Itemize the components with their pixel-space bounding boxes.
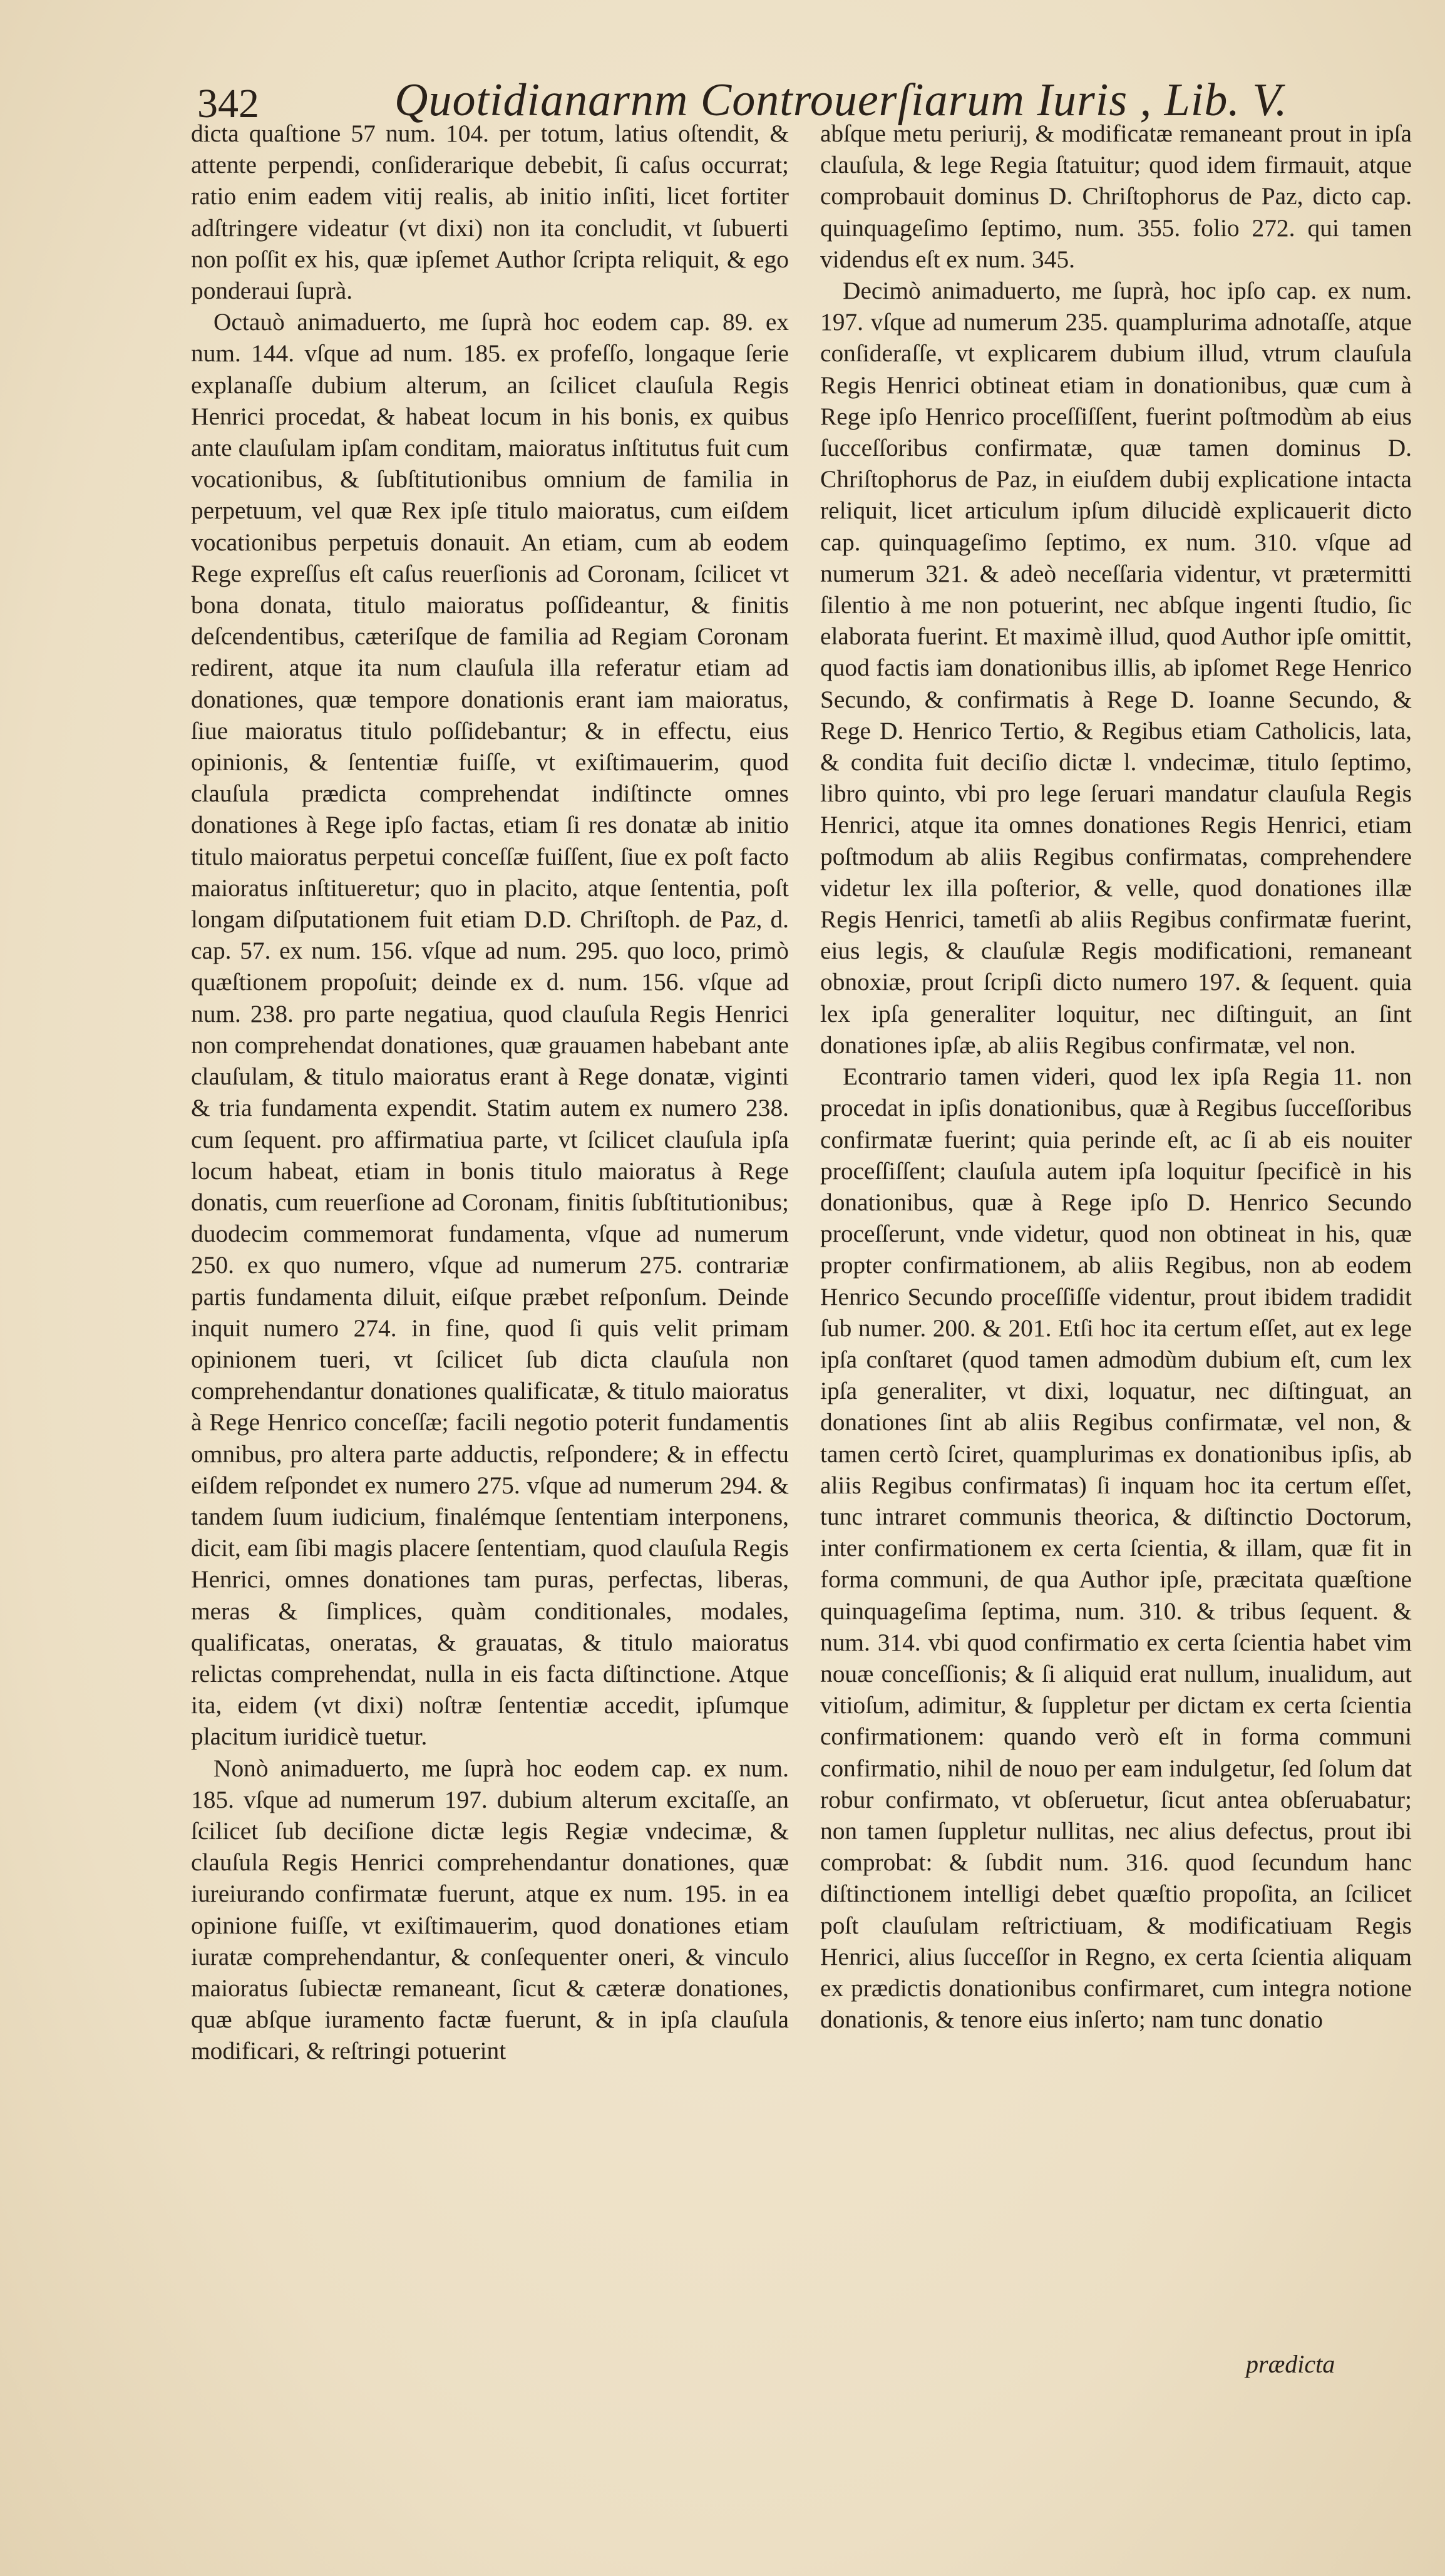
paragraph: abſque metu periurij, & modificatæ remaneant prout in ipſa clauſula, & lege Regia ſtatuitur; quod idem firmauit, atque comprobauit dominus D. Chriſtophorus de Paz, dicto cap. quinquageſimo ſeptimo, num. 355. folio 272. qui tamen videndus eſt ex num. 345.: [820, 120, 1412, 273]
right-column: [820, 118, 1412, 2035]
running-title: Quotidianarnm Controuerſiarum Iuris , Lib. V.: [394, 75, 1288, 126]
catchword: prædicta: [1246, 2350, 1335, 2378]
left-column: [191, 118, 789, 2067]
paragraph: Decimò animaduerto, me ſuprà, hoc ipſo cap. ex num. 197. vſque ad numerum 235. quamplurima adnotaſſe, atque conſideraſſe, vt explicarem dubium illud, vtrum clauſula Regis Henrici obtineat etiam in donationibus, quæ cum à Rege ipſo Henrico proceſſiſſent, fuerint poſtmodùm ab eius ſucceſſoribus confirmatæ, quæ tamen dominus D. Chriſtophorus de Paz, in eiuſdem dubij explicatione intacta reliquit, licet articulum ipſum dilucidè explicauerit dicto cap. quinquageſimo ſeptimo, ex num. 310. vſque ad numerum 321. & adeò neceſſaria videntur, vt prætermitti ſilentio à me non potuerint, nec abſque ingenti ſtudio, ſic elaborata fuerint. Et maximè illud, quod Author ipſe omittit, quod factis iam donationibus illis, ab ipſomet Rege Henrico Secundo, & confirmatis à Rege D. Ioanne Secundo, & Rege D. Henrico Tertio, & Regibus etiam Catholicis, lata, & condita fuit deciſio dictæ l. vndecimæ, titulo ſeptimo, libro quinto, vbi pro lege ſeruari mandatur clauſula Regis Henrici, atque ita omnes donationes Regis Henrici, etiam poſtmodum ab aliis Regibus confirmatas, comprehendere videtur lex illa poſterior, & velle, quod donationes illæ Regis Henrici, tametſi ab aliis Regibus confirmatæ fuerint, eius legis, & clauſulæ Regis modificationi, remaneant obnoxiæ, prout ſcripſi dicto numero 197. & ſequent. quia lex ipſa generaliter loquitur, nec diſtinguit, an ſint donationes ipſæ, ab aliis Regibus confirmatæ, vel non.: [820, 277, 1412, 1059]
paragraph: Nonò animaduerto, me ſuprà hoc eodem cap. ex num. 185. vſque ad numerum 197. dubium alterum excitaſſe, an ſcilicet ſub deciſione dictæ legis Regiæ vndecimæ, & clauſula Regis Henrici comprehendantur donationes, quæ iureiurando confirmatæ fuerunt, atque ex num. 195. in ea opinione fuiſſe, vt exiſtimauerim, quod donationes etiam iuratæ comprehendantur, & conſequenter oneri, & vinculo maioratus ſubiectæ remaneant, ſicut & cæteræ donationes, quæ abſque iuramento factæ fuerunt, & in ipſa clauſula modificari, & reſtringi potuerint: [191, 1754, 789, 2065]
paragraph: Econtrario tamen videri, quod lex ipſa Regia 11. non procedat in ipſis donationibus, quæ à Regibus ſucceſſoribus confirmatæ fuerint; quia perinde eſt, ac ſi ab eis nouiter proceſſiſſent; clauſula autem ipſa loquitur ſpecificè in his donationibus, quæ à Rege ipſo D. Henrico Secundo proceſſerunt, vnde videtur, quod non obtineat in his, quæ propter confirmationem, ab aliis Regibus, non ab eodem Henrico Secundo proceſſiſſe videntur, prout ibidem tradidit ſub numer. 200. & 201. Etſi hoc ita certum eſſet, aut ex lege ipſa conſtaret (quod tamen admodùm dubium eſt, cum lex ipſa generaliter, vt dixi, loquatur, nec diſtinguat, an donationes ſint ab aliis Regibus confirmatæ, vel non, & tamen certò ſciret, quamplurimas ex donationibus ipſis, ab aliis Regibus confirmatas) ſi inquam hoc ita certum eſſet, tunc intraret communis theorica, & diſtinctio Doctorum, inter confirmationem ex certa ſcientia, & illam, quæ fit in forma communi, de qua Author ipſe, præcitata quæſtione quinquageſima ſeptima, num. 310. & tribus ſequent. & num. 314. vbi quod confirmatio ex certa ſcientia habet vim nouæ conceſſionis; & ſi aliquid erat nullum, inualidum, aut vitioſum, adimitur, & ſuppletur per dictam ex certa ſcientia confirmationem: quando verò eſt in forma communi confirmatio, nihil de nouo per eam indulgetur, ſed ſolum dat robur confirmato, vt obſeruetur, ſicut antea obſeruabatur; non tamen ſuppletur nullitas, nec alius defectus, prout ibi comprobat: & ſubdit num. 316. quod ſecundum hanc diſtinctionem intelligi debet quæſtio propoſita, an ſcilicet poſt clauſulam reſtrictiuam, & modificatiuam Regis Henrici, alius ſucceſſor in Regno, ex certa ſcientia aliquam ex prædictis donationibus confirmaret, cum integra notione donationis, & tenore eius inſerto; nam tunc donatio: [820, 1063, 1412, 2034]
paragraph: dicta quaſtione 57 num. 104. per totum, latius oſtendit, & attente perpendi, conſiderarique debebit, ſi caſus occurrat; ratio enim eadem vitij realis, ab initio inſiti, licet fortiter adſtringere videatur (vt dixi) non ita concludit, vt ſubuerti non poſſit ex his, quæ ipſemet Author ſcripta reliquit, & ego ponderaui ſuprà.: [191, 120, 789, 305]
page-number: 342: [197, 81, 259, 126]
paragraph: Octauò animaduerto, me ſuprà hoc eodem cap. 89. ex num. 144. vſque ad num. 185. ex profeſſo, longaque ſerie explanaſſe dubium alterum, an ſcilicet clauſula Regis Henrici procedat, & habeat locum in his bonis, ex quibus ante clauſulam ipſam conditam, maioratus inſtitutus fuit cum vocationibus, & ſubſtitutionibus omnium de familia in perpetuum, vel quæ Rex ipſe titulo maioratus, cum eiſdem vocationibus perpetuis donauit. An etiam, cum ab eodem Rege expreſſus eſt caſus reuerſionis ad Coronam, ſcilicet vt bona donata, titulo maioratus poſſideantur, & finitis deſcendentibus, cæteriſque de familia ad Regiam Coronam redirent, atque ita num clauſula illa referatur etiam ad donationes, quæ tempore donationis erant iam maioratus, ſiue maioratus titulo poſſidebantur; & in effectu, eius opinionis, & ſententiæ fuiſſe, vt exiſtimauerim, quod clauſula prædicta comprehendat indiſtincte omnes donationes à Rege ipſo factas, etiam ſi res donatæ ab initio titulo maioratus perpetui conceſſæ fuiſſent, ſiue ex poſt facto maioratus inſtitueretur; quo in placito, atque ſententia, poſt longam diſputationem fuit etiam D.D. Chriſtoph. de Paz, d. cap. 57. ex num. 156. vſque ad num. 295. quo loco, primò quæſtionem propoſuit; deinde ex d. num. 156. vſque ad num. 238. pro parte negatiua, quod clauſula Regis Henrici non comprehendat donationes, quæ grauamen habebant ante clauſulam, & titulo maioratus erant à Rege donatæ, viginti & tria fundamenta expendit. Statim autem ex numero 238. cum ſequent. pro affirmatiua parte, vt ſcilicet clauſula ipſa locum habeat, etiam in bonis titulo maioratus à Rege donatis, cum reuerſione ad Coronam, finitis ſubſtitutionibus; duodecim commemorat fundamenta, vſque ad numerum 250. ex quo numero, vſque ad numerum 275. contrariæ partis fundamenta diluit, eiſque præbet reſponſum. Deinde inquit numero 274. in fine, quod ſi quis velit primam opinionem tueri, vt ſcilicet ſub dicta clauſula non comprehendantur donationes qualificatæ, & titulo maioratus à Rege Henrico conceſſæ; facili negotio poterit fundamentis omnibus, pro altera parte adductis, reſpondere; & in effectu eiſdem reſpondet ex numero 275. vſque ad numerum 294. & tandem ſuum iudicium, finalémque ſententiam interponens, dicit, eam ſibi magis placere ſententiam, quod clauſula Regis Henrici, omnes donationes tam puras, perfectas, liberas, meras & ſimplices, quàm conditionales, modales, qualificatas, oneratas, & grauatas, & titulo maioratus relictas comprehendat, nulla in eis facta diſtinctione. Atque ita, eidem (vt dixi) noſtræ ſententiæ accedit, ipſumque placitum iuridicè tuetur.: [191, 308, 789, 1751]
